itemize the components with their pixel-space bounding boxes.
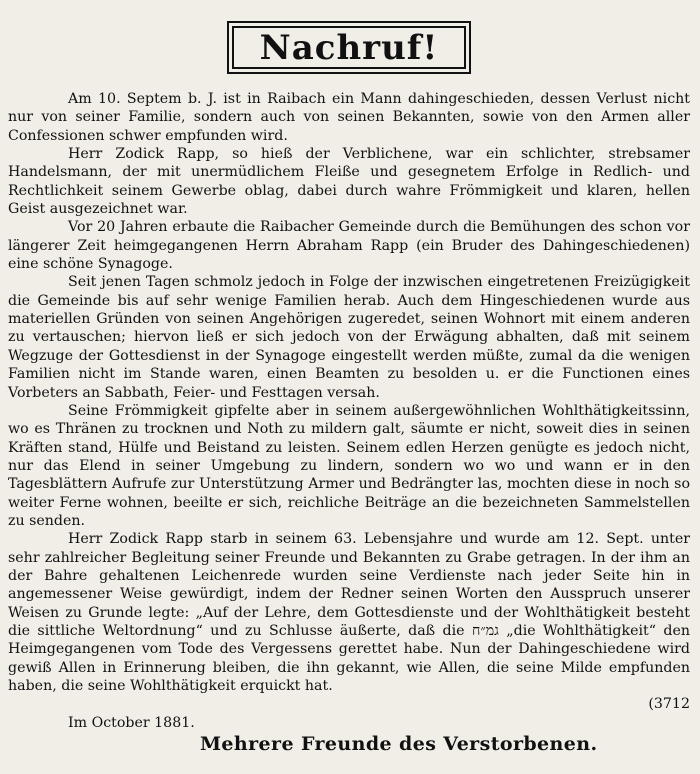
paragraph: Seine Frömmigkeit gipfelte aber in seinem außergewöhnlichen Wohlthätigkeitssinn, wo es Thränen zu trocknen und Noth zu mildern galt, säumte er nicht, soweit dies in seinen Kräften stand, Hülfe und Beistand zu leisten. Seinem edlen Herzen genügte es jedoch nicht, nur das Elend in seiner Umgebung zu lindern, sondern wo wo und wann er in den Tagesblättern Aufrufe zur Unterstützung Armer und Bedrängter las, mochten diese in noch so weiter Ferne wohnen, beeilte er sich, reichliche Beiträge an die bezeichneten Sammelstellen zu senden. <box>8 402 690 529</box>
signature-line: Mehrere Freunde des Verstorbenen. <box>200 733 598 755</box>
obituary-body <box>8 90 690 732</box>
reference-number: (3712 <box>648 696 690 713</box>
paragraph: Seit jenen Tagen schmolz jedoch in Folge der inzwischen eingetretenen Freizügigkeit die Gemeinde bis auf sehr wenige Familien herab. Auch dem Hingeschiedenen wurde aus materiellen Gründen von seinen Angehörigen zugeredet, seinen Wohnort mit einem anderen zu vertauschen; hiervon ließ er sich jedoch von der Erwägung abhalten, daß mit seinem Wegzuge der Gottesdienst in der Synagoge eingestellt werden müßte, zumal da die wenigen Familien nicht im Stande waren, einen Beamten zu besolden u. er die Functionen eines Vorbeters an Sabbath, Feier- und Festtagen versah. <box>8 274 690 401</box>
paragraph: Herr Zodick Rapp, so hieß der Verblichene, war ein schlichter, strebsamer Handelsmann, der mit unermüdlichem Fleiße und gesegnetem Erfolge in Redlich- und Rechtlichkeit seinem Gewerbe oblag, dabei durch wahre Frömmigkeit und klaren, hellen Geist ausgezeichnet war. <box>8 146 690 218</box>
title-frame <box>227 21 471 74</box>
date-line: Im October 1881. <box>68 714 195 731</box>
page-title: Nachruf! <box>259 27 439 68</box>
paragraph: Am 10. Septem b. J. ist in Raibach ein Mann dahingeschieden, dessen Verlust nicht nur von seiner Familie, sondern auch von seinen Bekannten, sowie von den Armen aller Confessionen schwer empfunden wird. <box>8 91 690 144</box>
paragraph: Herr Zodick Rapp starb in seinem 63. Lebensjahre und wurde am 12. Sept. unter sehr zahlreicher Begleitung seiner Freunde und Bekannten zu Grabe getragen. In der ihm an der Bahre gehaltenen Leichenrede wurden seine Verdienste nach jeder Seite hin in angemessener Weise gewürdigt, indem der Redner seinen Worten den Ausspruch unserer Weisen zu Grunde legte: „Auf der Lehre, dem Gottesdienste und der Wohlthätigkeit besteht die sittliche Weltordnung“ und zu Schlusse äußerte, daß die גמ״ח „die Wohlthätigkeit“ den Heimgegangenen vom Tode des Vergessens gerettet habe. Nun der Dahingeschiedene wird gewiß Allen in Erinnerung bleiben, die ihn gekannt, wie Allen, die seine Milde empfunden haben, die seine Wohlthätigkeit erquickt hat. <box>8 531 690 694</box>
paragraph: Vor 20 Jahren erbaute die Raibacher Gemeinde durch die Bemühungen des schon vor längerer Zeit heimgegangenen Herrn Abraham Rapp (ein Bruder des Dahingeschiedenen) eine schöne Synagoge. <box>8 219 690 273</box>
